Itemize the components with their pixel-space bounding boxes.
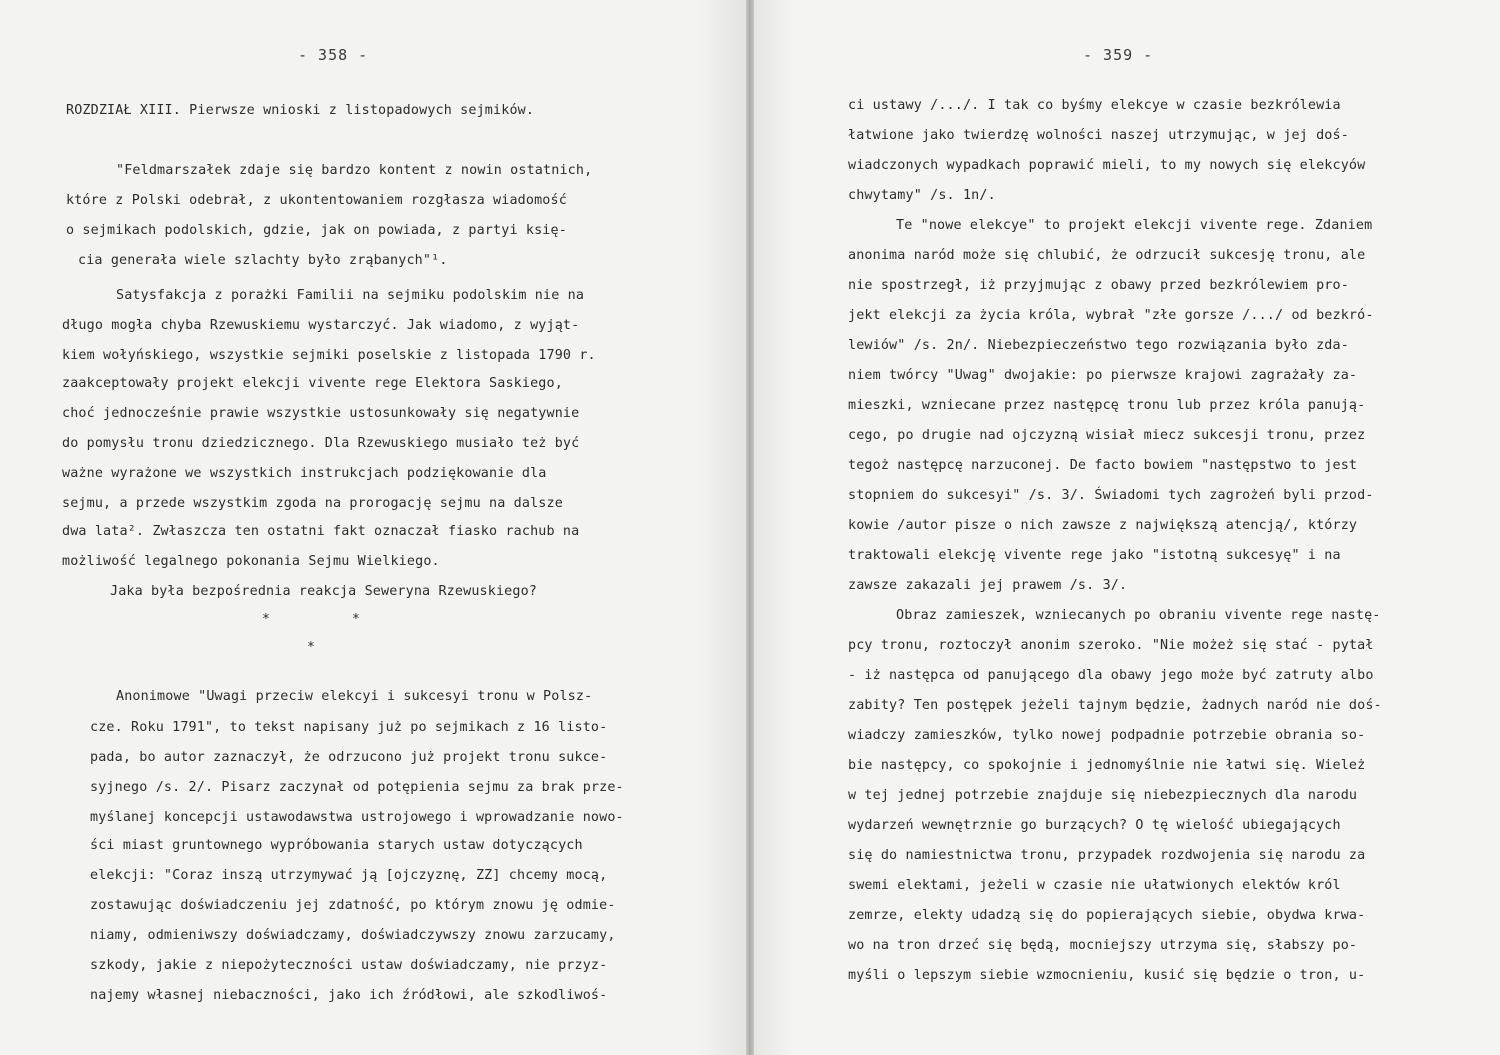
separator-mark: *: [262, 612, 270, 627]
text-line: bie następcy, co spokojnie i jednomyślnie nie łatwi się. Wieleż: [848, 758, 1366, 773]
text-line: niamy, odmieniwszy doświadczamy, doświadczywszy znowu zarzucamy,: [90, 928, 616, 943]
text-line: cia generała wiele szlachty było zrąbanych"¹.: [78, 253, 448, 268]
book-gutter: [746, 0, 754, 1055]
text-line: zawsze zakazali jej prawem /s. 3/.: [848, 578, 1128, 593]
text-line: łatwione jako twierdzę wolności naszej utrzymując, w jej doś-: [848, 128, 1349, 143]
text-line: syjnego /s. 2/. Pisarz zaczynał od potępienia sejmu za brak prze-: [90, 780, 624, 795]
text-line: Satysfakcja z porażki Familii na sejmiku podolskim nie na: [116, 288, 585, 303]
text-line: się do namiestnictwa tronu, przypadek rozdwojenia się narodu za: [848, 848, 1366, 863]
text-line: najemy własnej niebaczności, jako ich źródłowi, ale szkodliwoś-: [90, 988, 608, 1003]
text-line: tegoż następcę narzuconej. De facto bowiem "następstwo to jest: [848, 458, 1358, 473]
text-line: długo mogła chyba Rzewuskiemu wystarczyć. Jak wiadomo, z wyjąt-: [62, 318, 580, 333]
text-line: - iż następca od panującego dla obawy jego może być zatruty albo: [848, 668, 1374, 683]
text-line: wydarzeń wewnętrznie go burzących? O tę wielość ubiegających: [848, 818, 1341, 833]
text-line: które z Polski odebrał, z ukontentowaniem rozgłasza wiadomość: [66, 193, 567, 208]
text-line: wo na tron drzeć się będą, mocniejszy utrzyma się, słabszy po-: [848, 938, 1358, 953]
text-line: myślanej koncepcji ustawodawstwa ustrojowego i wprowadzanie nowo-: [90, 810, 624, 825]
text-line: choć jednocześnie prawie wszystkie ustosunkowały się negatywnie: [62, 406, 580, 421]
text-line: szkody, jakie z niepożyteczności ustaw doświadczamy, nie przyz-: [90, 958, 608, 973]
text-line: wiadczy zamieszków, tylko nowej podpadnie potrzebie obrania so-: [848, 728, 1366, 743]
text-line: chwytamy" /s. 1n/.: [848, 188, 996, 203]
text-line: anonima naród może się chlubić, że odrzucił sukcesję tronu, ale: [848, 248, 1366, 263]
text-line: nie spostrzegł, iż przyjmując z obawy przed bezkrólewiem pro-: [848, 278, 1349, 293]
text-line: elekcji: "Coraz inszą utrzymywać ją [ojczyznę, ZZ] chcemy mocą,: [90, 868, 608, 883]
text-line: kiem wołyńskiego, wszystkie sejmiki poselskie z listopada 1790 r.: [62, 348, 596, 363]
text-line: zostawując doświadczeniu jej zdatność, po którym znowu ję odmie-: [90, 898, 616, 913]
text-line: kowie /autor pisze o nich zawsze z największą atencją/, którzy: [848, 518, 1358, 533]
text-line: zemrze, elekty udadzą się do popierających siebie, obydwa krwa-: [848, 908, 1366, 923]
text-line: Anonimowe "Uwagi przeciw elekcyi i sukcesyi tronu w Polsz-: [116, 689, 593, 704]
text-line: pada, bo autor zaznaczył, że odrzucono już projekt tronu sukce-: [90, 750, 608, 765]
page-number: - 358 -: [298, 46, 369, 64]
text-line: ci ustawy /.../. I tak co byśmy elekcye w czasie bezkrólewia: [848, 98, 1341, 113]
text-line: do pomysłu tronu dziedzicznego. Dla Rzewuskiego musiało też być: [62, 436, 580, 451]
text-line: swemi elektami, jeżeli w czasie nie ułatwionych elektów król: [848, 878, 1341, 893]
text-line: "Feldmarszałek zdaje się bardzo kontent z nowin ostatnich,: [116, 163, 593, 178]
separator-mark: *: [307, 640, 315, 655]
page-number: - 359 -: [1083, 46, 1154, 64]
text-line: w tej jednej potrzebie znajduje się niebezpiecznych dla narodu: [848, 788, 1358, 803]
text-line: Obraz zamieszek, wzniecanych po obraniu vivente rege nastę-: [896, 608, 1381, 623]
text-line: możliwość legalnego pokonania Sejmu Wielkiego.: [62, 554, 440, 569]
right-page: [750, 0, 1500, 1055]
text-line: wiadczonych wypadkach poprawić mieli, to my nowych się elekcyów: [848, 158, 1366, 173]
text-line: ści miast gruntownego wypróbowania starych ustaw dotyczących: [90, 838, 583, 853]
text-line: myśli o lepszym siebie wzmocnieniu, kusić się będzie o tron, u-: [848, 968, 1366, 983]
text-line: lewiów" /s. 2n/. Niebezpieczeństwo tego rozwiązania było zda-: [848, 338, 1349, 353]
text-line: traktowali elekcję vivente rege jako "istotną sukcesyę" i na: [848, 548, 1341, 563]
text-line: Te "nowe elekcye" to projekt elekcji vivente rege. Zdaniem: [896, 218, 1373, 233]
text-line: jekt elekcji za życia króla, wybrał "złe gorsze /.../ od bezkró-: [848, 308, 1374, 323]
text-line: niem twórcy "Uwag" dwojakie: po pierwsze krajowi zagrażały za-: [848, 368, 1358, 383]
text-line: dwa lata². Zwłaszcza ten ostatni fakt oznaczał fiasko rachub na: [62, 524, 580, 539]
text-line: Jaka była bezpośrednia reakcja Seweryna Rzewuskiego?: [110, 584, 538, 599]
separator-mark: *: [352, 612, 360, 627]
text-line: ROZDZIAŁ XIII. Pierwsze wnioski z listopadowych sejmików.: [66, 103, 535, 118]
text-line: mieszki, wzniecane przez następcę tronu lub przez króla panują-: [848, 398, 1366, 413]
text-line: sejmu, a przede wszystkim zgoda na prorogację sejmu na dalsze: [62, 496, 563, 511]
text-line: o sejmikach podolskich, gdzie, jak on powiada, z partyi księ-: [66, 223, 567, 238]
text-line: zaakceptowały projekt elekcji vivente rege Elektora Saskiego,: [62, 376, 563, 391]
text-line: cze. Roku 1791", to tekst napisany już po sejmikach z 16 listo-: [90, 720, 608, 735]
text-line: ważne wyrażone we wszystkich instrukcjach podziękowanie dla: [62, 466, 547, 481]
text-line: cego, po drugie nad ojczyzną wisiał miecz sukcesji tronu, przez: [848, 428, 1366, 443]
text-line: stopniem do sukcesyi" /s. 3/. Świadomi tych zagrożeń byli przod-: [848, 488, 1374, 503]
text-line: pcy tronu, roztoczył anonim szeroko. "Nie możeż się stać - pytał: [848, 638, 1374, 653]
text-line: zabity? Ten postępek jeżeli tajnym będzie, żadnych naród nie doś-: [848, 698, 1382, 713]
